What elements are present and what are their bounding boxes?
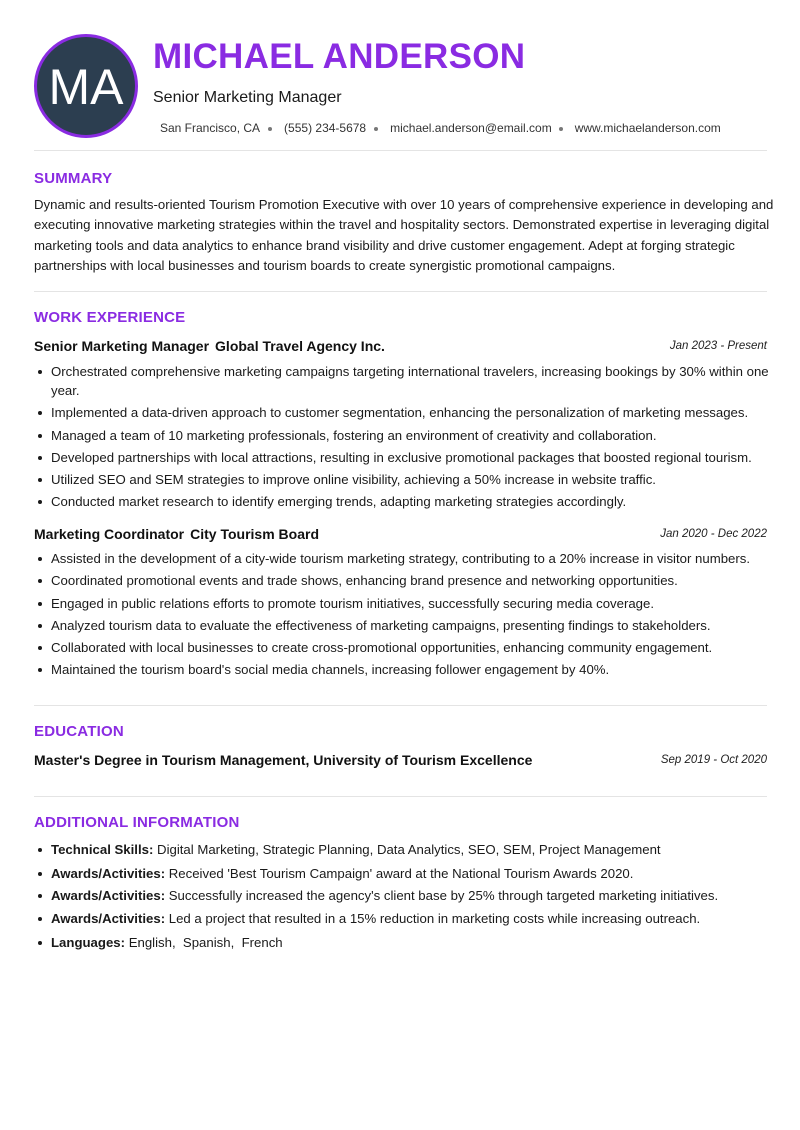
separator-dot-icon <box>268 127 272 131</box>
list-item: Assisted in the development of a city-wide tourism marketing strategy, contributing to a 20% increase in visitor numbers. <box>34 549 774 568</box>
contact-phone[interactable]: (555) 234-5678 <box>284 121 367 135</box>
avatar <box>34 34 138 138</box>
section-heading-work-experience: WORK EXPERIENCE <box>34 309 186 326</box>
list-item: Implemented a data-driven approach to customer segmentation, enhancing the personalization of marketing messages. <box>34 403 774 422</box>
job-header <box>34 525 767 543</box>
summary-text: Dynamic and results-oriented Tourism Promotion Executive with over 10 years of comprehensive experience in developing and executing innovative marketing strategies within the travel and hospitality sectors. Demonstrated expertise in leveraging digital marketing tools and data analytics to enhance brand visibility and drive customer engagement. Adept at forging strategic partnerships with local businesses and tourism boards to create synergistic promotional campaigns. <box>34 197 774 274</box>
section-heading-additional-information: ADDITIONAL INFORMATION <box>34 814 240 831</box>
education-date: Sep 2019 - Oct 2020 <box>660 754 767 766</box>
candidate-name: MICHAEL ANDERSON <box>153 37 526 76</box>
item-text: English, Spanish, French <box>128 934 283 950</box>
job-role: Senior Marketing Manager <box>34 338 210 354</box>
list-item <box>34 886 774 905</box>
job-date: Jan 2020 - Dec 2022 <box>660 528 767 540</box>
list-item: Developed partnerships with local attractions, resulting in exclusive promotional packages that boosted regional tourism. <box>34 448 774 467</box>
item-label: Languages: <box>51 934 126 950</box>
list-item: Utilized SEO and SEM strategies to improve online visibility, achieving a 50% increase in website traffic. <box>34 470 774 489</box>
item-label: Awards/Activities: <box>51 910 166 926</box>
separator-dot-icon <box>374 127 378 131</box>
list-item <box>34 933 774 952</box>
job-header <box>34 337 767 355</box>
contact-location: San Francisco, CA <box>160 121 261 135</box>
list-item: Analyzed tourism data to evaluate the effectiveness of marketing campaigns, presenting findings to stakeholders. <box>34 616 774 635</box>
item-text: Successfully increased the agency's client base by 25% through targeted marketing initiatives. <box>168 888 719 904</box>
item-label: Technical Skills: <box>51 842 154 857</box>
job-title-line <box>34 338 385 354</box>
list-item <box>34 909 774 928</box>
item-text: Received 'Best Tourism Campaign' award at the National Tourism Awards 2020. <box>168 866 634 881</box>
job-company: Global Travel Agency Inc. <box>215 338 385 354</box>
job-title-line <box>34 526 319 542</box>
contact-email[interactable]: michael.anderson@email.com <box>390 121 552 135</box>
degree: Master's Degree in Tourism Management, University of Tourism Excellence <box>34 752 533 768</box>
separator-dot-icon <box>559 127 563 131</box>
item-label: Awards/Activities: <box>51 888 166 904</box>
list-item: Coordinated promotional events and trade shows, enhancing brand presence and networking opportunities. <box>34 571 774 590</box>
candidate-title: Senior Marketing Manager <box>153 89 342 106</box>
additional-list <box>34 840 774 955</box>
list-item: Managed a team of 10 marketing professionals, fostering an environment of creativity and collaboration. <box>34 426 774 445</box>
section-heading-summary: SUMMARY <box>34 170 113 187</box>
list-item: Engaged in public relations efforts to promote tourism initiatives, successfully securing media coverage. <box>34 594 774 613</box>
divider <box>34 705 767 706</box>
item-label: Awards/Activities: <box>51 866 166 881</box>
list-item: Maintained the tourism board's social media channels, increasing follower engagement by 40%. <box>34 660 774 679</box>
divider <box>34 291 767 292</box>
job-role: Marketing Coordinator <box>34 526 185 542</box>
contact-line <box>160 120 721 136</box>
section-heading-education: EDUCATION <box>34 723 124 740</box>
job-bullets <box>34 549 774 683</box>
list-item: Conducted market research to identify emerging trends, adapting marketing strategies accordingly. <box>34 492 774 511</box>
list-item <box>34 840 774 859</box>
divider <box>34 796 767 797</box>
job-bullets <box>34 362 774 515</box>
list-item: Collaborated with local businesses to create cross-promotional opportunities, enhancing community engagement. <box>34 638 774 657</box>
education-entry <box>34 751 767 769</box>
divider <box>34 150 767 151</box>
job-company: City Tourism Board <box>190 526 319 542</box>
item-text: Led a project that resulted in a 15% reduction in marketing costs while increasing outreach. <box>168 910 701 926</box>
list-item <box>34 864 774 883</box>
avatar-initials: MA <box>48 59 124 115</box>
item-text: Digital Marketing, Strategic Planning, Data Analytics, SEO, SEM, Project Management <box>157 842 661 857</box>
contact-website[interactable]: www.michaelanderson.com <box>574 121 721 135</box>
list-item: Orchestrated comprehensive marketing campaigns targeting international travelers, increasing bookings by 30% within one year. <box>34 362 774 400</box>
job-date: Jan 2023 - Present <box>669 340 767 352</box>
